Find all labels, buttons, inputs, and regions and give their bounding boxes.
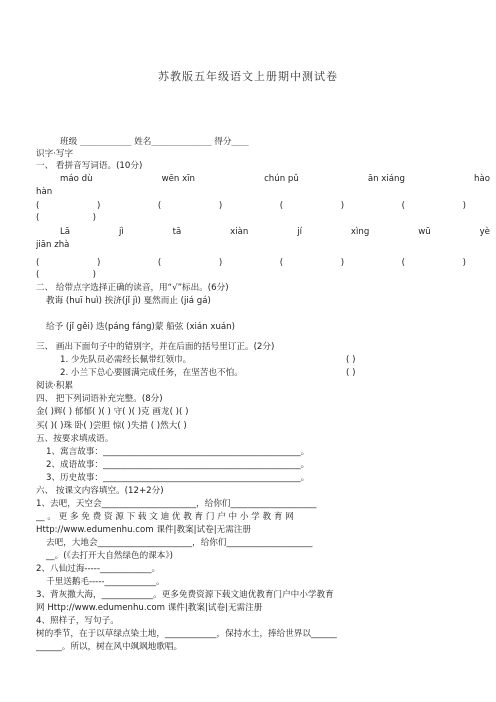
q3-sentence-2-answer: ( )	[346, 368, 356, 378]
q1-answer-brackets-row2-tail	[36, 269, 96, 281]
pinyin-word: xiàn	[230, 227, 249, 237]
q3-sentence-2-text: 2. 小兰下总心要圆满完成任务，在坚苦也不怕。	[60, 368, 243, 378]
bracket: )	[96, 258, 101, 268]
q3-sentence-1-answer: ( )	[346, 355, 356, 365]
q6-heading: 六、 按课文内容填空。(12+2分)	[36, 486, 164, 496]
bracket: (	[401, 201, 405, 211]
q5-heading: 五、按要求填成语。	[36, 434, 114, 444]
bracket: )	[340, 201, 345, 211]
bracket: (	[157, 258, 162, 268]
bracket: (	[279, 201, 284, 211]
q4-line1: 金( )辉( ) 郁郁( )( ) 守( )( )克 画龙( )( )	[36, 407, 189, 417]
bracket: (	[401, 258, 405, 268]
q1-pinyin-row1	[36, 173, 490, 185]
pinyin-word: ān xiáng	[367, 174, 405, 184]
bracket: )	[462, 201, 466, 211]
q1-pinyin-row2	[36, 226, 490, 238]
pinyin-word: jì	[118, 227, 124, 237]
bracket: (	[36, 270, 40, 280]
q7-line1: 树的季节，在于以草绿点染土地，____________，保持水土，捧给世界以______	[36, 629, 337, 639]
q6-line8: 3、背灰撒大海，____________。更多免费资源下载文迪优教育门户中小学教育	[36, 590, 334, 600]
bracket: (	[36, 201, 40, 211]
pinyin-word: wū	[418, 227, 431, 237]
q5-item-1: 1、寓言故事：______________________________________________。	[46, 447, 310, 457]
bracket: )	[462, 258, 466, 268]
pinyin-word: tā	[172, 227, 182, 237]
bracket: )	[92, 270, 96, 280]
q3-sentence-2	[36, 367, 490, 379]
q1-answer-brackets-row1	[36, 200, 466, 212]
pinyin-word: xìng	[350, 227, 370, 237]
bracket: )	[96, 201, 101, 211]
student-info-line: 班级 ____________ 姓名______________ 得分____	[60, 137, 249, 147]
q3-sentence-1-text: 1. 少先队员必需经长佩带红领巾。	[60, 355, 192, 365]
q1-heading: 一、 看拼音写词语。(10分)	[36, 161, 143, 171]
q7-line2: ______。所以，树在风中飒飒地歌唱。	[36, 642, 183, 652]
bracket: )	[340, 258, 345, 268]
pinyin-word: Lā	[60, 227, 71, 237]
q3-sentence-1	[36, 354, 490, 366]
q6-line1: 1、去吧，天空会______________________，给你们____________________	[36, 499, 317, 509]
q5-item-2: 2、成语故事：______________________________________________。	[46, 460, 310, 470]
q4-heading: 四、 把下列词语补充完整。(8分)	[36, 394, 163, 404]
section-literacy: 识字·写字	[36, 149, 74, 159]
bracket: (	[157, 201, 162, 211]
q3-heading: 三、 画出下面句子中的错别字，并在后面的括号里订正。(2分)	[36, 342, 275, 352]
pinyin-word: hào	[474, 174, 490, 184]
q6-line5: __。(《去打开大自然绿色的课本》)	[46, 551, 174, 561]
pinyin-word: máo dù	[60, 174, 93, 184]
bracket: (	[36, 258, 40, 268]
bracket: )	[218, 201, 223, 211]
q6-line2: __ 。 更 多 免 费 资 源 下 载 文 迪 优 教 育 门 户 中 小 学 教 育 网	[36, 512, 294, 522]
q2-line1: 教诲 (huī huì) 挨济(jǐ jì) 戛然而止 (jiá gá)	[46, 296, 211, 306]
bracket: )	[218, 258, 223, 268]
bracket: (	[279, 258, 284, 268]
q5-item-3: 3、历史故事：______________________________________________。	[46, 473, 310, 483]
bracket: )	[92, 213, 96, 223]
q1-answer-brackets-row2	[36, 257, 466, 269]
q2-line2: 给予 (jǐ gěi) 迭(páng fáng)蒙 船弦 (xián xuán)	[46, 322, 235, 332]
q2-heading: 二、 给带点字选择正确的读音，用“√”标出。(6分)	[36, 283, 229, 293]
pinyin-word: jí	[297, 227, 303, 237]
q6-line4: 去吧，大地会______________________，给你们____________________	[46, 538, 313, 548]
exam-title: 苏教版五年级语文上册期中测试卷	[158, 70, 338, 83]
q4-line2: 买( )( )珠 卧( )尝胆 惊( )失措 ( )然大( )	[36, 421, 187, 431]
q6-line9: 网 Http://www.edumenhu.com 课件|教案|试卷|无需注册	[36, 603, 263, 613]
q6-line6: 2、八仙过海-----____________。	[36, 564, 161, 574]
q6-line3: Http://www.edumenhu.com 课件|教案|试卷|无需注册	[36, 525, 251, 535]
q6-line7: 千里送鹅毛-----____________。	[46, 577, 165, 587]
pinyin-word: yè	[479, 227, 490, 237]
q1-pinyin-row2-wrap: jiān zhà	[36, 240, 70, 250]
q1-pinyin-row1-wrap: hàn	[36, 187, 53, 197]
bracket: (	[36, 213, 40, 223]
q1-answer-brackets-row1-tail	[36, 212, 96, 224]
pinyin-word: chún pǔ	[264, 174, 299, 184]
q7-heading: 4、照样子，写句子。	[36, 616, 119, 626]
section-reading: 阅读·积累	[36, 381, 74, 391]
pinyin-word: wēn xīn	[161, 174, 196, 184]
